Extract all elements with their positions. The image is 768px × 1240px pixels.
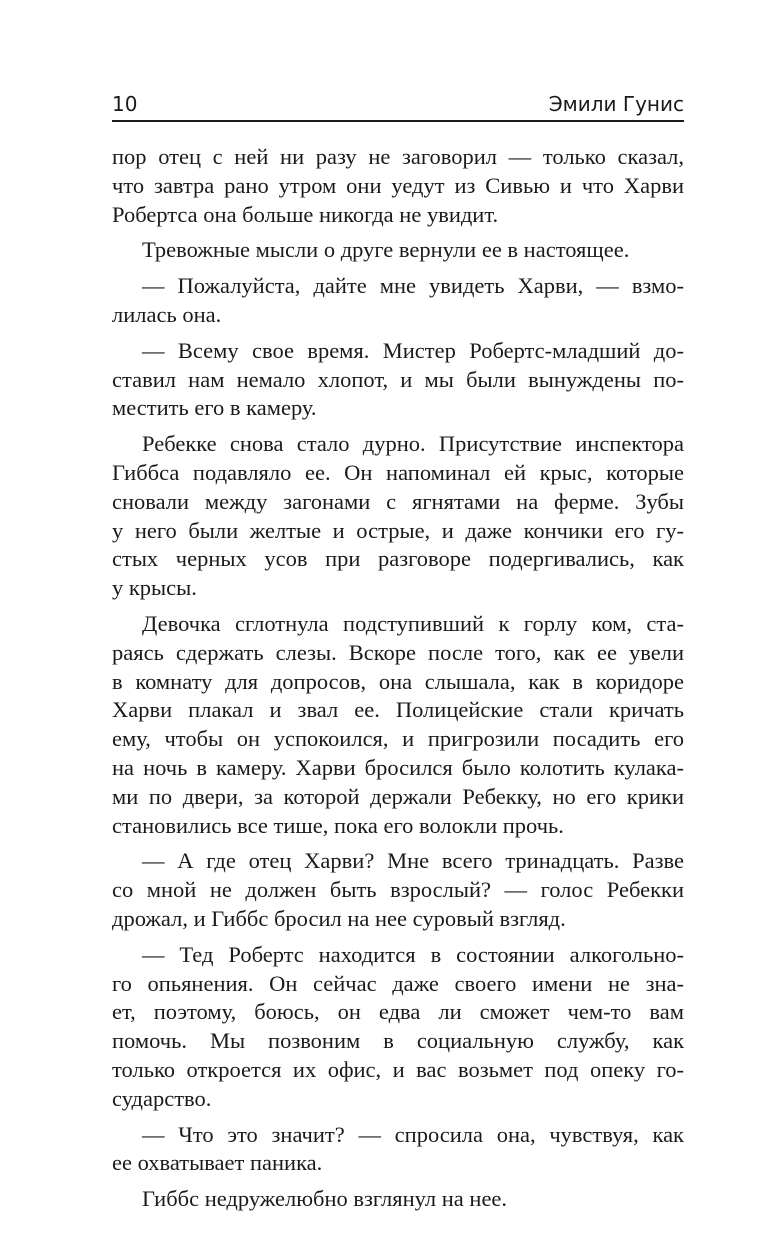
text-line: на ночь в камеру. Харви бросился было колотить кулака- — [112, 754, 684, 780]
text-line: у него были желтые и острые, и даже кончики его гу- — [112, 517, 684, 543]
text-line: ми по двери, за которой держали Ребекку, но его крики — [112, 783, 684, 809]
text-line: у крысы. — [112, 575, 197, 601]
text-line: сударство. — [112, 1085, 212, 1111]
text-line: со мной не должен быть взрослый? — голос Ребекки — [112, 877, 684, 903]
text-line: сновали между загонами с ягнятами на ферме. Зубы — [112, 488, 684, 514]
text-line: помочь. Мы позвоним в социальную службу, как — [112, 1028, 684, 1054]
text-line: лилась она. — [112, 301, 222, 327]
text-line: Тревожные мысли о друге вернули ее в настоящее. — [142, 237, 630, 263]
text-line: Ребекке снова стало дурно. Присутствие инспектора — [142, 431, 684, 457]
text-line: дрожал, и Гиббс бросил на нее суровый взгляд. — [112, 905, 566, 931]
text-line: Робертса она больше никогда не увидит. — [112, 201, 499, 227]
text-line: Гиббса подавляло ее. Он напоминал ей крыс, которые — [112, 459, 684, 485]
text-line: ставил нам немало хлопот, и мы были вынуждены по- — [112, 366, 684, 392]
page-number: 10 — [112, 92, 138, 116]
paragraph — [112, 1121, 684, 1179]
paragraph — [112, 272, 684, 330]
text-line: в комнату для допросов, она слышала, как в коридоре — [112, 668, 684, 694]
text-line: Девочка сглотнула подступивший к горлу ком, ста- — [142, 610, 684, 636]
text-line: раясь сдержать слезы. Вскоре после того, как ее увели — [112, 639, 684, 665]
text-line: — Что это значит? — спросила она, чувствуя, как — [142, 1121, 684, 1147]
text-line: — Пожалуйста, дайте мне увидеть Харви, — взмо- — [142, 273, 684, 299]
paragraph — [112, 430, 684, 603]
text-line: стых черных усов при разговоре подергивались, как — [112, 546, 684, 572]
text-line: ет, поэтому, боюсь, он едва ли сможет чем-то вам — [112, 999, 684, 1025]
text-line: — Тед Робертс находится в состоянии алкогольно- — [142, 941, 684, 967]
running-head-author: Эмили Гунис — [548, 92, 684, 116]
text-line: что завтра рано утром они уедут из Сивью и что Харви — [112, 172, 684, 198]
paragraph — [112, 941, 684, 1114]
text-line: Харви плакал и звал ее. Полицейские стали кричать — [112, 697, 684, 723]
text-line: ему, чтобы он успокоился, и пригрозили посадить его — [112, 726, 684, 752]
text-line: пор отец с ней ни разу не заговорил — только сказал, — [112, 144, 684, 169]
text-line: только откроется их офис, и вас возьмет под опеку го- — [112, 1056, 684, 1082]
text-line: — Всему свое время. Мистер Робертс-младший до- — [142, 337, 684, 363]
text-line: го опьянения. Он сейчас даже своего имени не зна- — [112, 970, 684, 996]
paragraph — [112, 236, 684, 265]
body-text — [112, 143, 684, 1221]
paragraph — [112, 610, 684, 840]
paragraph — [112, 143, 684, 229]
text-line: ее охватывает паника. — [112, 1150, 323, 1176]
text-line: становились все тише, пока его волокли прочь. — [112, 812, 564, 838]
text-line: Гиббс недружелюбно взглянул на нее. — [142, 1186, 508, 1212]
text-line: местить его в камеру. — [112, 395, 317, 421]
text-line: — А где отец Харви? Мне всего тринадцать. Разве — [142, 848, 684, 874]
paragraph — [112, 337, 684, 423]
paragraph — [112, 847, 684, 933]
page-header — [112, 86, 684, 122]
paragraph — [112, 1185, 684, 1214]
